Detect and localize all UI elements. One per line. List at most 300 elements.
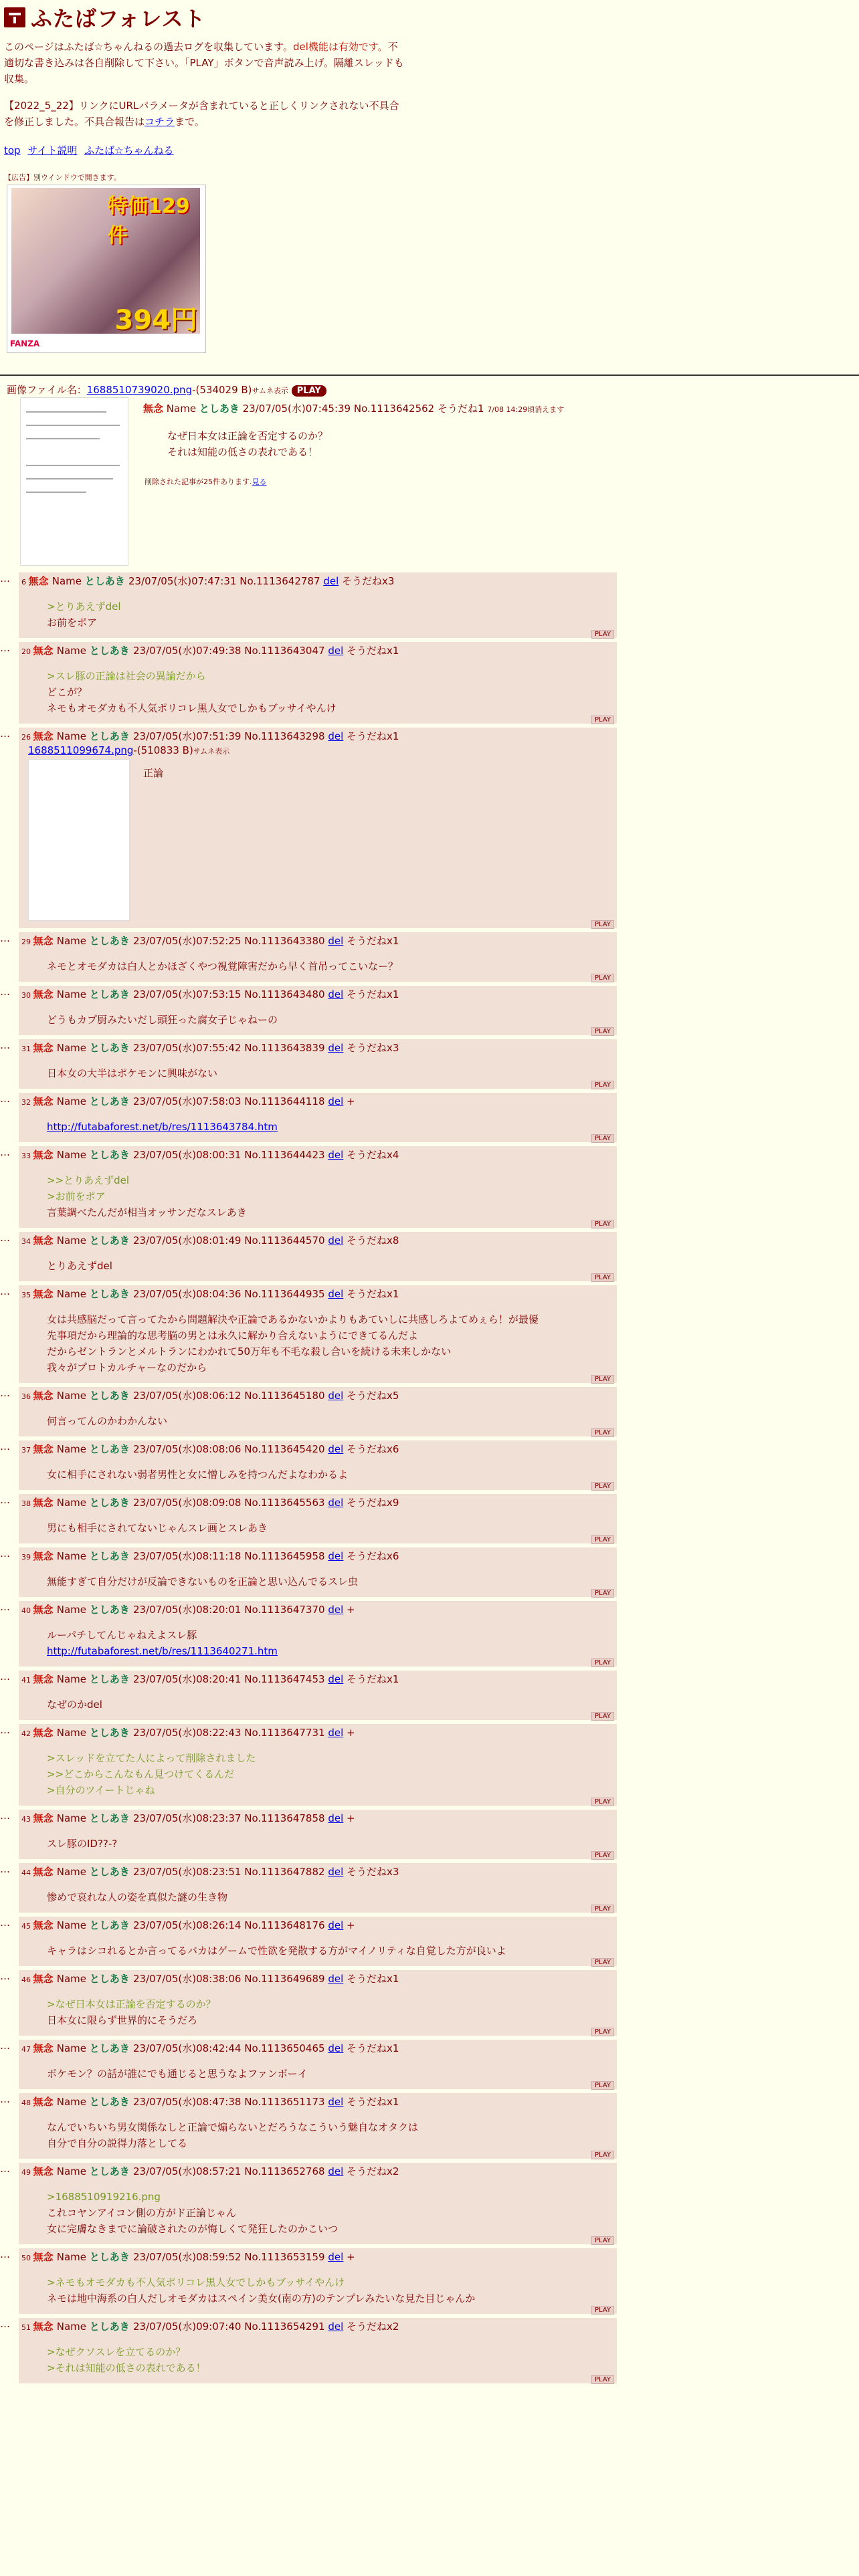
reply bbox=[0, 2318, 859, 2383]
reply-header bbox=[19, 1671, 617, 1687]
reply-play-row bbox=[19, 1713, 617, 1720]
reply-line: 日本女の大半はポケモンに興味がない bbox=[47, 1067, 218, 1079]
reply-play-row bbox=[19, 2151, 617, 2159]
reply-name: としあき bbox=[89, 1604, 133, 1616]
play-button[interactable]: PLAY bbox=[591, 1375, 614, 1384]
reply-number: 31 bbox=[21, 1045, 33, 1053]
reply-marker: … bbox=[0, 1440, 10, 1453]
reply-no: No.1113643480 bbox=[244, 988, 328, 1000]
op-sodane[interactable]: そうだね1 bbox=[438, 403, 484, 415]
reply-name: としあき bbox=[89, 1673, 133, 1685]
notice-text: 【2022_5_22】リンクにURLパラメータが含まれていると正しくリンクされない不具合を修正しました。不具合報告はコチラまで。 bbox=[4, 100, 399, 128]
del-link[interactable]: del bbox=[328, 1973, 344, 1985]
op-play-button[interactable]: PLAY bbox=[292, 385, 326, 397]
reply-line: 男にも相手にされてないじゃんスレ画とスレあき bbox=[47, 1522, 268, 1534]
reply-number: 6 bbox=[21, 578, 29, 586]
reply-no: No.1113647731 bbox=[244, 1727, 328, 1739]
reply-no: No.1113647370 bbox=[244, 1604, 328, 1616]
reply-number: 30 bbox=[21, 991, 33, 1000]
reply-name-label: Name bbox=[56, 1727, 90, 1739]
sodane-button[interactable]: そうだねx1 bbox=[347, 2042, 399, 2054]
reply-no: No.1113651173 bbox=[244, 2096, 328, 2108]
reply-datetime: 23/07/05(水)08:06:12 bbox=[133, 1390, 245, 1402]
reply-body bbox=[47, 2119, 617, 2151]
reply-box bbox=[19, 1724, 617, 1806]
reply-datetime: 23/07/05(水)07:49:38 bbox=[133, 645, 245, 657]
reply bbox=[0, 1285, 859, 1383]
reply-name-label: Name bbox=[56, 1550, 90, 1562]
play-button[interactable]: PLAY bbox=[591, 1134, 614, 1143]
del-link[interactable]: del bbox=[328, 1042, 344, 1054]
sodane-button[interactable]: + bbox=[347, 1095, 355, 1107]
nav-about-link[interactable]: サイト説明 bbox=[27, 144, 78, 156]
reply-play-row bbox=[19, 631, 617, 638]
reply-subject: 無念 bbox=[33, 1149, 57, 1161]
reply-quote: >1688510919216.png bbox=[47, 2191, 161, 2203]
del-link[interactable]: del bbox=[328, 1443, 344, 1455]
reply-number: 47 bbox=[21, 2045, 33, 2054]
play-button[interactable]: PLAY bbox=[591, 2028, 614, 2036]
reply-quote: >自分のツイートじゃね bbox=[47, 1784, 155, 1796]
reply-box bbox=[19, 1810, 617, 1859]
reply-link[interactable]: http://futabaforest.net/b/res/1113640271.htm bbox=[47, 1645, 278, 1657]
reply-box bbox=[19, 1917, 617, 1966]
sodane-button[interactable]: そうだねx8 bbox=[347, 1235, 399, 1247]
reply-marker: … bbox=[0, 642, 10, 654]
reply-datetime: 23/07/05(水)08:57:21 bbox=[133, 2165, 245, 2177]
reply-play-row bbox=[19, 974, 617, 982]
play-button[interactable]: PLAY bbox=[591, 2306, 614, 2315]
reply-marker: … bbox=[0, 1671, 10, 1683]
reply-line: これコヤンアイコン側の方がド正論じゃん bbox=[47, 2207, 236, 2219]
reply-no: No.1113652768 bbox=[244, 2165, 328, 2177]
reply bbox=[0, 1810, 859, 1859]
op-file-line: 画像ファイル名：1688510739020.png-(534029 B)サムネ表示 PLAY bbox=[7, 383, 856, 397]
play-button[interactable]: PLAY bbox=[591, 1958, 614, 1967]
ad-note: 【広告】別ウインドウで開きます。 bbox=[4, 173, 121, 182]
site-title: ふたばフォレスト bbox=[31, 6, 206, 31]
reply-play-row bbox=[19, 1429, 617, 1436]
reply-play-row bbox=[19, 716, 617, 724]
reply-header bbox=[19, 2163, 617, 2179]
site-logo-icon bbox=[4, 7, 25, 27]
reply-no: No.1113644935 bbox=[244, 1288, 328, 1300]
reply-no: No.1113643298 bbox=[244, 730, 328, 742]
reply-marker: … bbox=[0, 1285, 10, 1297]
del-link[interactable]: del bbox=[328, 1812, 344, 1824]
sodane-button[interactable]: そうだねx6 bbox=[347, 1443, 399, 1455]
reply-box bbox=[19, 1494, 617, 1543]
reply-body bbox=[47, 1258, 617, 1274]
del-link[interactable]: del bbox=[328, 1866, 344, 1878]
reply-body bbox=[47, 1943, 617, 1959]
reply-header bbox=[19, 1810, 617, 1826]
reply-box bbox=[19, 2093, 617, 2159]
reply bbox=[0, 1039, 859, 1089]
reply bbox=[0, 1917, 859, 1966]
reply-body bbox=[47, 668, 617, 716]
sodane-button[interactable]: + bbox=[347, 1812, 355, 1824]
reply-name-label: Name bbox=[56, 730, 90, 742]
reply-header bbox=[19, 2248, 617, 2265]
play-button[interactable]: PLAY bbox=[591, 1428, 614, 1437]
play-button[interactable]: PLAY bbox=[591, 974, 614, 982]
reply-play-row bbox=[19, 1081, 617, 1089]
reply-marker: … bbox=[0, 2318, 10, 2330]
sodane-button[interactable]: そうだねx5 bbox=[347, 1390, 399, 1402]
del-link[interactable]: del bbox=[328, 2165, 344, 2177]
reply-play-row bbox=[19, 1798, 617, 1806]
reply-box bbox=[19, 2040, 617, 2089]
nav-top-link[interactable]: top bbox=[4, 144, 21, 156]
del-link[interactable]: del bbox=[328, 1727, 344, 1739]
reply-quote: >なぜ日本女は正論を否定するのか？ bbox=[47, 1998, 216, 2010]
sodane-button[interactable]: そうだねx2 bbox=[347, 2321, 399, 2333]
sodane-button[interactable]: そうだねx1 bbox=[347, 1288, 399, 1300]
reply-header bbox=[19, 1601, 617, 1618]
del-link[interactable]: del bbox=[328, 1235, 344, 1247]
reply-line: ネモとオモダカは白人とかほざくやつ視覚障害だから早く首吊ってこいなー？ bbox=[47, 960, 399, 972]
thumb-note: サムネ表示 bbox=[193, 747, 230, 756]
reply-subject: 無念 bbox=[33, 1673, 57, 1685]
reply-body bbox=[143, 766, 163, 780]
play-button[interactable]: PLAY bbox=[591, 2081, 614, 2090]
reply-name-label: Name bbox=[56, 1390, 90, 1402]
bug-report-link[interactable]: コチラ bbox=[145, 116, 175, 128]
reply-line: ルーパチしてんじゃねえよスレ豚 bbox=[47, 1629, 197, 1641]
sodane-button[interactable]: そうだねx3 bbox=[347, 1042, 399, 1054]
reply-datetime: 23/07/05(水)08:20:01 bbox=[133, 1604, 245, 1616]
reply-number: 33 bbox=[21, 1152, 33, 1160]
reply-name: としあき bbox=[89, 935, 133, 947]
reply-marker: … bbox=[0, 1970, 10, 1982]
sodane-button[interactable]: + bbox=[347, 2251, 355, 2263]
play-button[interactable]: PLAY bbox=[591, 1851, 614, 1860]
reply-name: としあき bbox=[89, 1727, 133, 1739]
sodane-button[interactable]: そうだねx2 bbox=[347, 2165, 399, 2177]
op-post bbox=[7, 383, 856, 486]
reply-header bbox=[19, 572, 617, 589]
play-button[interactable]: PLAY bbox=[591, 1220, 614, 1228]
reply-play-row bbox=[19, 2028, 617, 2036]
reply-datetime: 23/07/05(水)08:11:18 bbox=[133, 1550, 245, 1562]
play-button[interactable]: PLAY bbox=[591, 1712, 614, 1721]
reply-play-row bbox=[19, 2082, 617, 2089]
reply-play-row bbox=[19, 1220, 617, 1228]
reply-body bbox=[47, 1697, 617, 1713]
reply-quote: >>どこからこんなもん見つけてくるんだ bbox=[47, 1768, 235, 1780]
reply-box bbox=[19, 572, 617, 638]
reply-subject: 無念 bbox=[33, 1919, 57, 1931]
reply-no: No.1113643380 bbox=[244, 935, 328, 947]
reply-name-label: Name bbox=[56, 1919, 90, 1931]
reply-name-label: Name bbox=[56, 2251, 90, 2263]
reply-header bbox=[19, 642, 617, 659]
reply-file-size: -(510833 B) bbox=[133, 744, 193, 756]
reply-play-row bbox=[19, 1959, 617, 1966]
sodane-button[interactable]: そうだねx1 bbox=[347, 730, 399, 742]
del-link[interactable]: del bbox=[328, 2042, 344, 2054]
reply-header bbox=[19, 1724, 617, 1741]
reply-marker: … bbox=[0, 1601, 10, 1613]
reply-datetime: 23/07/05(水)08:47:38 bbox=[133, 2096, 245, 2108]
reply-name: としあき bbox=[89, 1866, 133, 1878]
op-meta: 無念 Name としあき 23/07/05(水)07:45:39 No.1113642562 そうだね1 7/08 14:29頃消えます bbox=[143, 403, 565, 415]
reply-datetime: 23/07/05(水)08:59:52 bbox=[133, 2251, 245, 2263]
reply-name-label: Name bbox=[56, 2321, 90, 2333]
reply-marker: … bbox=[0, 2093, 10, 2105]
reply-datetime: 23/07/05(水)07:47:31 bbox=[128, 575, 240, 587]
reply bbox=[0, 1494, 859, 1543]
reply bbox=[0, 2248, 859, 2314]
reply-box bbox=[19, 1547, 617, 1597]
reply-number: 43 bbox=[21, 1815, 33, 1824]
reply-body bbox=[47, 1520, 617, 1536]
reply-body bbox=[47, 1889, 617, 1905]
reply-datetime: 23/07/05(水)08:23:37 bbox=[133, 1812, 245, 1824]
reply-number: 37 bbox=[21, 1446, 33, 1455]
reply-number: 50 bbox=[21, 2254, 33, 2262]
del-link[interactable]: del bbox=[328, 2321, 344, 2333]
reply-body bbox=[47, 1574, 617, 1590]
play-button[interactable]: PLAY bbox=[591, 1589, 614, 1598]
nav-futaba-link[interactable]: ふたば☆ちゃんねる bbox=[84, 144, 174, 156]
reply-name-label: Name bbox=[56, 1812, 90, 1824]
del-link[interactable]: del bbox=[323, 575, 339, 587]
reply-line: 何言ってんのかわかんない bbox=[47, 1415, 168, 1427]
reply-play-row bbox=[19, 1852, 617, 1859]
reply-number: 44 bbox=[21, 1868, 33, 1877]
del-link[interactable]: del bbox=[328, 1673, 344, 1685]
reply-box bbox=[19, 2318, 617, 2383]
reply-play-row bbox=[19, 2237, 617, 2244]
reply-datetime: 23/07/05(水)07:51:39 bbox=[133, 730, 245, 742]
reply-name-label: Name bbox=[56, 2096, 90, 2108]
reply-name: としあき bbox=[89, 1288, 133, 1300]
reply-no: No.1113650465 bbox=[244, 2042, 328, 2054]
reply-box bbox=[19, 1285, 617, 1383]
ad-banner-tag: 特価129件 bbox=[108, 195, 190, 247]
play-button[interactable]: PLAY bbox=[591, 1905, 614, 1913]
sodane-button[interactable]: + bbox=[347, 1727, 355, 1739]
sodane-button[interactable]: そうだねx1 bbox=[347, 2096, 399, 2108]
ad-banner[interactable] bbox=[7, 185, 206, 353]
del-link[interactable]: del bbox=[328, 1390, 344, 1402]
sodane-button[interactable]: そうだねx1 bbox=[347, 988, 399, 1000]
reply-subject: 無念 bbox=[33, 2165, 57, 2177]
reply-line bbox=[47, 1643, 617, 1659]
play-button[interactable]: PLAY bbox=[591, 1798, 614, 1806]
reply-marker: … bbox=[0, 2248, 10, 2260]
reply-marker: … bbox=[0, 1387, 10, 1399]
del-link[interactable]: del bbox=[328, 1288, 344, 1300]
del-link[interactable]: del bbox=[328, 935, 344, 947]
del-link[interactable]: del bbox=[328, 1604, 344, 1616]
reply-subject: 無念 bbox=[33, 1095, 57, 1107]
reply-number: 51 bbox=[21, 2323, 33, 2332]
reply-quote: >スレ豚の正論は社会の異論だから bbox=[47, 670, 206, 682]
reply-line: 先事項だから理論的な思考脳の男とは永久に解かり合えないようにできてるんだよ bbox=[47, 1329, 419, 1341]
reply-line: ポケモン？の話が誰にでも通じると思うなよファンボーイ bbox=[47, 2068, 308, 2080]
reply-no: No.1113648176 bbox=[244, 1919, 328, 1931]
reply-no: No.1113645420 bbox=[244, 1443, 328, 1455]
reply-name-label: Name bbox=[56, 645, 90, 657]
reply-thumbnail[interactable] bbox=[28, 759, 130, 921]
reply-datetime: 23/07/05(水)08:23:51 bbox=[133, 1866, 245, 1878]
play-button[interactable]: PLAY bbox=[591, 1273, 614, 1282]
reply bbox=[0, 932, 859, 982]
sodane-button[interactable]: そうだねx3 bbox=[347, 1866, 399, 1878]
sodane-button[interactable]: + bbox=[347, 1919, 355, 1931]
reply-box bbox=[19, 1863, 617, 1913]
sodane-button[interactable]: そうだねx1 bbox=[347, 1973, 399, 1985]
reply-name: としあき bbox=[89, 730, 133, 742]
del-link[interactable]: del bbox=[328, 2251, 344, 2263]
divider bbox=[0, 374, 859, 376]
del-link[interactable]: del bbox=[328, 1919, 344, 1931]
reply-quote: >スレッドを立てた人によって削除されました bbox=[47, 1752, 256, 1764]
reply-line: スレ豚のID??-? bbox=[47, 1838, 118, 1850]
reply-body bbox=[47, 2344, 617, 2376]
reply-subject: 無念 bbox=[33, 645, 57, 657]
reply-name: としあき bbox=[89, 1497, 133, 1509]
reply-name: としあき bbox=[89, 2042, 133, 2054]
reply-subject: 無念 bbox=[33, 1866, 57, 1878]
sodane-button[interactable]: そうだねx1 bbox=[347, 935, 399, 947]
reply-box bbox=[19, 1146, 617, 1228]
sodane-button[interactable]: そうだねx9 bbox=[347, 1497, 399, 1509]
reply-body bbox=[47, 1311, 617, 1376]
sodane-button[interactable]: そうだねx4 bbox=[347, 1149, 399, 1161]
del-link[interactable]: del bbox=[328, 2096, 344, 2108]
play-button[interactable]: PLAY bbox=[591, 1535, 614, 1544]
reply-no: No.1113647858 bbox=[244, 1812, 328, 1824]
reply-line: ネモもオモダカも不人気ポリコレ黒人女でしかもブッサイやんけ bbox=[47, 702, 337, 714]
reply-name-label: Name bbox=[56, 1973, 90, 1985]
reply-line: とりあえずdel bbox=[47, 1260, 112, 1272]
reply-subject: 無念 bbox=[33, 1390, 57, 1402]
reply-line: 惨めで哀れな人の姿を真似た謎の生き物 bbox=[47, 1891, 228, 1903]
reply-quote: >なぜクソスレを立てるのか？ bbox=[47, 2346, 186, 2358]
reply-number: 41 bbox=[21, 1676, 33, 1685]
reply-box bbox=[19, 1970, 617, 2036]
reply bbox=[0, 1232, 859, 1281]
reply-line: 自分で自分の説得力落としてる bbox=[47, 2137, 188, 2149]
sodane-button[interactable]: そうだねx1 bbox=[347, 645, 399, 657]
reply bbox=[0, 572, 859, 638]
site-header bbox=[4, 3, 405, 183]
reply-number: 39 bbox=[21, 1553, 33, 1562]
reply-number: 40 bbox=[21, 1606, 33, 1615]
play-button[interactable]: PLAY bbox=[591, 2375, 614, 2384]
sodane-button[interactable]: そうだねx1 bbox=[347, 1673, 399, 1685]
reply-play-row bbox=[19, 2376, 617, 2383]
reply-no: No.1113647453 bbox=[244, 1673, 328, 1685]
reply-number: 46 bbox=[21, 1975, 33, 1984]
reply-subject: 無念 bbox=[33, 1288, 57, 1300]
reply-header bbox=[19, 1440, 617, 1457]
reply-name-label: Name bbox=[56, 1042, 90, 1054]
reply-number: 34 bbox=[21, 1237, 33, 1246]
play-button[interactable]: PLAY bbox=[591, 1482, 614, 1491]
reply-datetime: 23/07/05(水)08:09:08 bbox=[133, 1497, 245, 1509]
reply-datetime: 23/07/05(水)08:26:14 bbox=[133, 1919, 245, 1931]
reply bbox=[0, 1601, 859, 1667]
reply-number: 49 bbox=[21, 2168, 33, 2177]
reply-header bbox=[19, 1970, 617, 1987]
reply-line: 正論 bbox=[143, 767, 164, 779]
reply-subject: 無念 bbox=[33, 1550, 57, 1562]
reply-box bbox=[19, 1232, 617, 1281]
reply-line bbox=[47, 1119, 617, 1135]
reply-marker: … bbox=[0, 1232, 10, 1244]
reply-line: 女に相手にされない弱者男性と女に憎しみを持つんだよなわかるよ bbox=[47, 1469, 349, 1481]
reply-header bbox=[19, 1285, 617, 1302]
play-button[interactable]: PLAY bbox=[591, 2151, 614, 2159]
reply-number: 20 bbox=[21, 647, 33, 656]
reply-body bbox=[47, 1996, 617, 2028]
op-thumbnail[interactable] bbox=[20, 397, 128, 566]
reply-header bbox=[19, 2318, 617, 2335]
play-button[interactable]: PLAY bbox=[591, 920, 614, 929]
del-link[interactable]: del bbox=[328, 1497, 344, 1509]
reply-name: としあき bbox=[89, 2096, 133, 2108]
reply-play-row bbox=[19, 1135, 617, 1142]
reply-link[interactable]: http://futabaforest.net/b/res/1113643784.htm bbox=[47, 1121, 278, 1133]
play-button[interactable]: PLAY bbox=[591, 1027, 614, 1036]
reply-name-label: Name bbox=[56, 1288, 90, 1300]
del-link[interactable]: del bbox=[328, 730, 344, 742]
reply-datetime: 23/07/05(水)08:01:49 bbox=[133, 1235, 245, 1247]
reply-subject: 無念 bbox=[28, 575, 52, 587]
sodane-button[interactable]: そうだねx3 bbox=[342, 575, 395, 587]
del-link[interactable]: del bbox=[328, 645, 344, 657]
del-link[interactable]: del bbox=[328, 1095, 344, 1107]
reply-number: 48 bbox=[21, 2099, 33, 2107]
reply-header bbox=[19, 1863, 617, 1880]
reply-file-link[interactable]: 1688511099674.png bbox=[28, 744, 134, 756]
sodane-button[interactable]: そうだねx6 bbox=[347, 1550, 399, 1562]
reply-name-label: Name bbox=[56, 1443, 90, 1455]
reply-box bbox=[19, 642, 617, 724]
reply-number: 36 bbox=[21, 1392, 33, 1401]
del-link[interactable]: del bbox=[328, 1550, 344, 1562]
show-deleted-link[interactable]: 見る bbox=[252, 477, 267, 486]
reply-body bbox=[47, 2189, 617, 2237]
del-link[interactable]: del bbox=[328, 1149, 344, 1161]
reply-subject: 無念 bbox=[33, 1235, 57, 1247]
reply-no: No.1113647882 bbox=[244, 1866, 328, 1878]
reply-box bbox=[19, 1671, 617, 1720]
sodane-button[interactable]: + bbox=[347, 1604, 355, 1616]
reply-header bbox=[19, 986, 617, 1002]
reply-play-row bbox=[19, 1483, 617, 1490]
play-button[interactable]: PLAY bbox=[591, 716, 614, 724]
play-button[interactable]: PLAY bbox=[591, 1658, 614, 1667]
reply bbox=[0, 2163, 859, 2244]
reply-body bbox=[47, 2274, 617, 2306]
reply-quote: >お前をポア bbox=[47, 1190, 106, 1202]
reply-line: だからゼントランとメルトランにわかれて50万年も不毛な殺し合いを続ける未来しかない bbox=[47, 1346, 452, 1358]
play-button[interactable]: PLAY bbox=[591, 2236, 614, 2245]
op-file-link[interactable]: 1688510739020.png bbox=[86, 384, 193, 396]
reply-no: No.1113645180 bbox=[244, 1390, 328, 1402]
reply-name: としあき bbox=[89, 1235, 133, 1247]
del-link[interactable]: del bbox=[328, 988, 344, 1000]
play-button[interactable]: PLAY bbox=[591, 1081, 614, 1089]
play-button[interactable]: PLAY bbox=[591, 630, 614, 639]
reply-no: No.1113645563 bbox=[244, 1497, 328, 1509]
